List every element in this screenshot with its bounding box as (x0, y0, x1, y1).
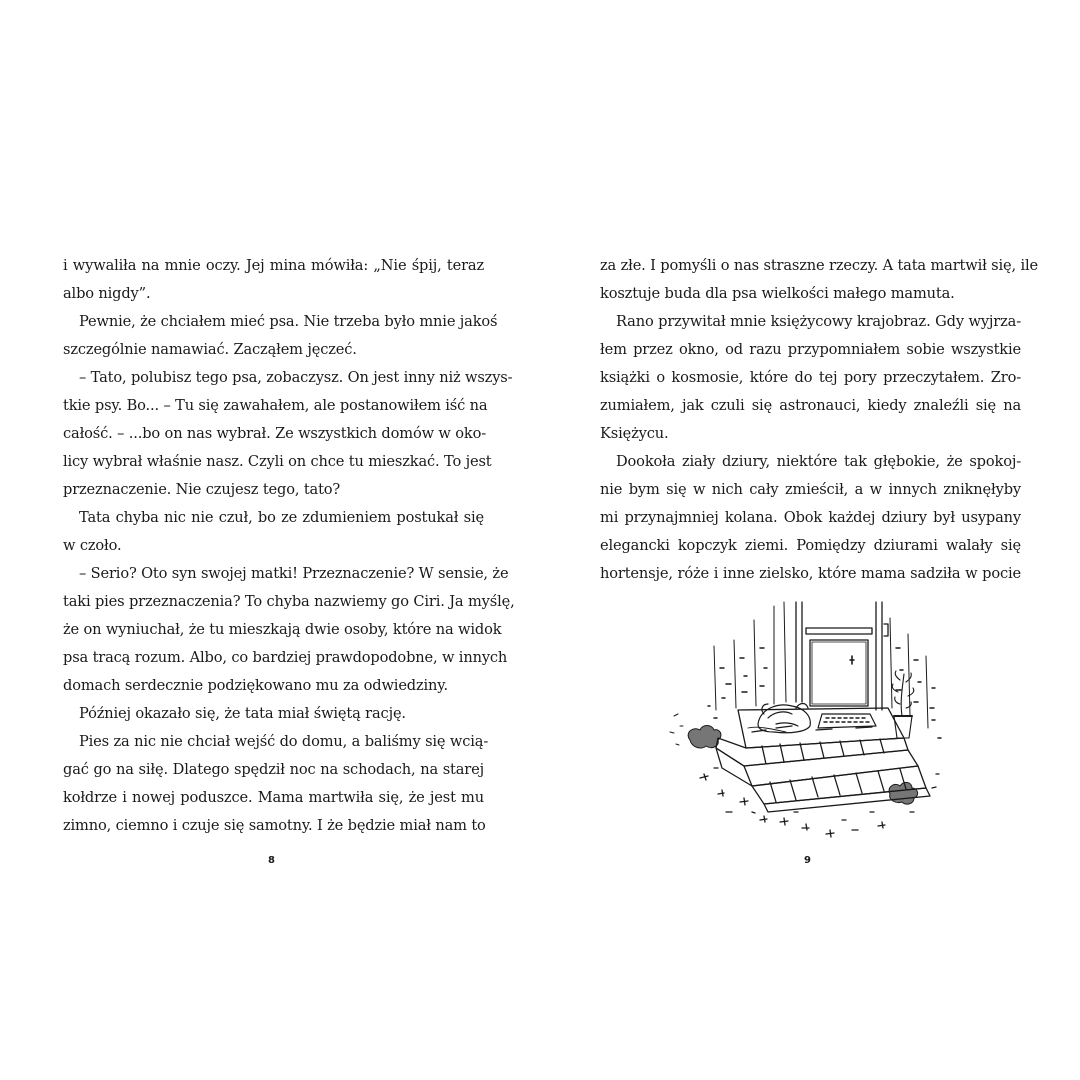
page-number-left: 8 (268, 855, 275, 866)
text-line: kosztuje buda dla psa wielkości małego mamuta. (600, 285, 955, 302)
text-line: Pies za nic nie chciał wejść do domu, a baliśmy się wcią- (79, 733, 489, 750)
text-line: – Serio? Oto syn swojej matki! Przeznaczenie? W sensie, że (79, 565, 509, 582)
sleeping-dog (748, 704, 810, 733)
text-line: psa tracą rozum. Albo, co bardziej prawdopodobne, w innych (63, 649, 508, 666)
text-line: domach serdecznie podziękowano mu za odwiedziny. (63, 677, 448, 694)
text-line: elegancki kopczyk ziemi. Pomiędzy dziurami walały się (600, 537, 1021, 554)
text-line: gać go na siłę. Dlatego spędził noc na schodach, na starej (63, 761, 484, 778)
doorstep-dog-illustration (656, 598, 946, 848)
text-line: całość. – ...bo on nas wybrał. Ze wszystkich domów w oko- (63, 425, 486, 442)
text-line: nie bym się w nich cały zmieścił, a w innych zniknęłyby (600, 481, 1021, 498)
text-line: szczególnie namawiać. Zacząłem jęczeć. (63, 341, 357, 358)
text-line: mi przynajmniej kolana. Obok każdej dziury był usypany (600, 509, 1021, 526)
text-line: w czoło. (63, 537, 122, 554)
brick-texture (708, 648, 941, 738)
text-line: hortensje, róże i inne zielsko, które mama sadziła w pocie (600, 565, 1021, 582)
text-line: łem przez okno, od razu przypomniałem sobie wszystkie (600, 341, 1021, 358)
text-line: książki o kosmosie, które do tej pory przeczytałem. Zro- (600, 369, 1021, 386)
right-page (540, 0, 1080, 1080)
text-line: przeznaczenie. Nie czujesz tego, tato? (63, 481, 341, 498)
text-line: Rano przywitał mnie księżycowy krajobraz. Gdy wyjrza- (616, 313, 1021, 330)
text-line: albo nigdy”. (63, 285, 151, 302)
door (796, 602, 888, 710)
potted-plant (892, 671, 914, 738)
left-page-text (63, 252, 515, 840)
text-line: Pewnie, że chciałem mieć psa. Nie trzeba było mnie jakoś (79, 313, 498, 330)
text-line: kołdrze i nowej poduszce. Mama martwiła się, że jest mu (63, 789, 484, 806)
text-line: taki pies przeznaczenia? To chyba nazwiemy go Ciri. Ja myślę, (63, 593, 515, 610)
right-page-text (600, 252, 1039, 588)
text-line: zimno, ciemno i czuje się samotny. I że będzie miał nam to (63, 817, 486, 834)
text-line: Księżycu. (600, 425, 669, 442)
text-line: że on wyniuchał, że tu mieszkają dwie osoby, które na widok (63, 621, 502, 638)
text-line: i wywaliła na mnie oczy. Jej mina mówiła: „Nie śpij, teraz (63, 257, 484, 274)
text-line: licy wybrał właśnie nasz. Czyli on chce tu mieszkać. To jest (63, 453, 492, 470)
text-line: za złe. I pomyśli o nas straszne rzeczy. A tata martwił się, ile (600, 257, 1039, 274)
text-line: Później okazało się, że tata miał świętą rację. (79, 705, 406, 722)
text-line: tkie psy. Bo... – Tu się zawahałem, ale postanowiłem iść na (63, 397, 488, 414)
text-line: Dookoła ziały dziury, niektóre tak głębokie, że spokoj- (616, 453, 1021, 470)
text-line: – Tato, polubisz tego psa, zobaczysz. On jest inny niż wszys- (79, 369, 513, 386)
text-line: Tata chyba nic nie czuł, bo ze zdumieniem postukał się (79, 509, 484, 526)
page-number-right: 9 (804, 855, 811, 866)
text-line: zumiałem, jak czuli się astronauci, kiedy znaleźli się na (600, 397, 1021, 414)
doormat (818, 714, 876, 728)
